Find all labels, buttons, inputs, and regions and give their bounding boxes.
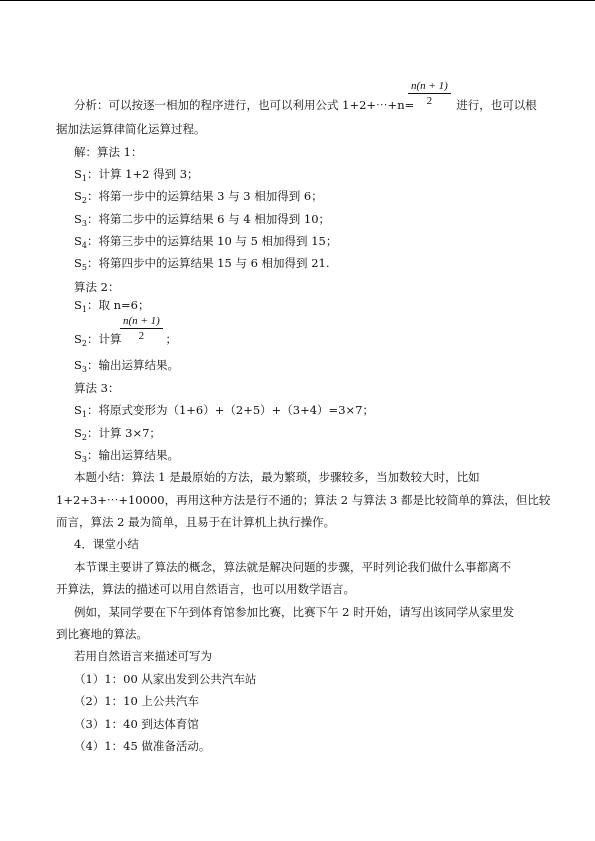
section-p2-line-2: 到比赛地的算法。 bbox=[56, 627, 148, 641]
algo1-step-1: $S_1$：计算 1+2 得到 3； bbox=[74, 167, 199, 183]
algo3-label: 算法 3： bbox=[74, 381, 120, 395]
section-p1-line-1: 本节课主要讲了算法的概念，算法就是解决问题的步骤，平时列论我们做什么事都离不 bbox=[74, 560, 511, 574]
formula-denominator: 2 bbox=[138, 330, 145, 342]
formula-numerator: n(n + 1) bbox=[408, 80, 451, 94]
algo2-step-1: $S_1$：取 n=6； bbox=[74, 298, 150, 314]
algo3-step-1: $S_1$：将原式变形为（1+6）+（2+5）+（3+4）=3×7； bbox=[74, 403, 374, 419]
analysis-text-after: 进行，也可以根 bbox=[456, 98, 537, 112]
section-p2-line-1: 例如，某同学要在下午到体育馆参加比赛，比赛下午 2 时开始，请写出该同学从家里发 bbox=[74, 605, 515, 619]
algo2-label: 算法 2： bbox=[74, 280, 120, 294]
summary-line-2: 1+2+3+⋯+10000，再用这种方法是行不通的；算法 2 与算法 3 都是比较简单的算法，但比较 bbox=[56, 493, 551, 507]
algo3-step-3: $S_3$：输出运算结果。 bbox=[74, 448, 179, 464]
section-p1-line-2: 开算法，算法的描述可以用自然语言，也可以用数学语言。 bbox=[56, 582, 355, 596]
algo1-step-3: $S_3$：将第二步中的运算结果 6 与 4 相加得到 10； bbox=[74, 212, 331, 228]
formula-numerator: n(n + 1) bbox=[120, 315, 163, 329]
summary-line-1: 本题小结：算法 1 是最原始的方法，最为繁琐，步骤较多，当加数较大时，比如 bbox=[74, 470, 480, 484]
algo3-step-2: $S_2$：计算 3×7； bbox=[74, 426, 161, 442]
algo1-step-2: $S_2$：将第一步中的运算结果 3 与 3 相加得到 6； bbox=[74, 189, 323, 205]
summary-line-3: 而言，算法 2 最为简单，且易于在计算机上执行操作。 bbox=[56, 515, 336, 529]
solution-label: 解：算法 1： bbox=[74, 145, 143, 159]
analysis-line-2: 据加法运算律简化运算过程。 bbox=[56, 122, 206, 136]
formula-denominator: 2 bbox=[426, 95, 433, 107]
list-item: （1）1：00 从家出发到公共汽车站 bbox=[74, 672, 257, 686]
section-heading: 4．课堂小结 bbox=[74, 537, 139, 551]
analysis-line-1 bbox=[74, 98, 537, 112]
algo1-step-4: $S_4$：将第三步中的运算结果 10 与 5 相加得到 15； bbox=[74, 234, 338, 250]
algo2-step-2: $S_2$：计算 ； bbox=[74, 332, 177, 348]
algo2-step-3: $S_3$：输出运算结果。 bbox=[74, 358, 179, 374]
page-top-rule bbox=[0, 0, 595, 1]
section-p3: 若用自然语言来描述可写为 bbox=[74, 649, 212, 663]
list-item: （4）1：45 做准备活动。 bbox=[74, 739, 211, 753]
algo1-step-5: $S_5$：将第四步中的运算结果 15 与 6 相加得到 21. bbox=[74, 256, 330, 272]
analysis-text-before: 分析：可以按逐一相加的程序进行，也可以利用公式 1+2+⋯+n= bbox=[74, 98, 415, 112]
list-item: （3）1：40 到达体育馆 bbox=[74, 717, 199, 731]
list-item: （2）1：10 上公共汽车 bbox=[74, 694, 199, 708]
